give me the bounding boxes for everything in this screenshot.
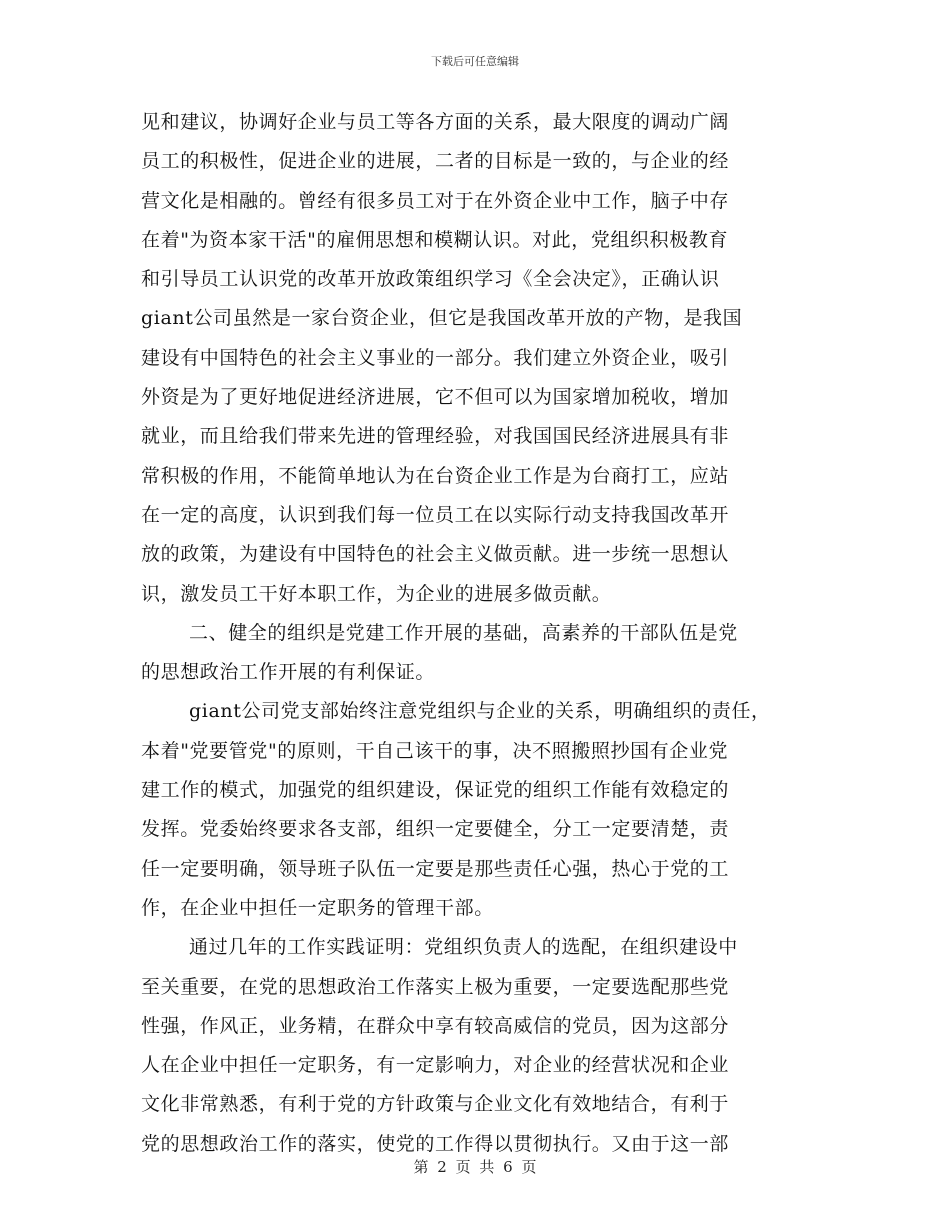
text-line: 通过几年的工作实践证明：党组织负责人的选配，在组织建设中 [189, 936, 738, 959]
text-line: 发挥。党委始终要求各支部，组织一定要健全，分工一定要清楚，责 [141, 818, 730, 841]
text-line: 性强，作风正，业务精，在群众中享有较高威信的党员，因为这部分 [141, 1014, 730, 1037]
text-line: 在一定的高度，认识到我们每一位员工在以实际行动支持我国改革开 [141, 503, 730, 526]
text-line: 在着"为资本家干活"的雇佣思想和模糊认识。对此，党组织积极教育 [141, 228, 729, 251]
document-body [141, 103, 841, 1164]
text-line: giant公司党支部始终注意党组织与企业的关系，明确组织的责任， [189, 700, 771, 723]
text-line: 建工作的模式，加强党的组织建设，保证党的组织工作能有效稳定的 [141, 779, 730, 802]
text-line: giant公司虽然是一家台资企业，但它是我国改革开放的产物，是我国 [141, 307, 743, 330]
page-number: 第 2 页 共 6 页 [413, 1158, 537, 1176]
text-line: 营文化是相融的。曾经有很多员工对于在外资企业中工作，脑子中存 [141, 189, 730, 212]
text-line: 二、健全的组织是党建工作开展的基础，高素养的干部队伍是党 [189, 621, 738, 644]
text-line: 建设有中国特色的社会主义事业的一部分。我们建立外资企业，吸引 [141, 346, 730, 369]
text-line: 放的政策，为建设有中国特色的社会主义做贡献。进一步统一思想认 [141, 543, 730, 566]
text-line: 识，激发员工干好本职工作，为企业的进展多做贡献。 [141, 582, 612, 605]
text-line: 任一定要明确，领导班子队伍一定要是那些责任心强，热心于党的工 [141, 857, 730, 880]
text-line: 的思想政治工作开展的有利保证。 [141, 661, 436, 684]
text-line: 常积极的作用，不能简单地认为在台资企业工作是为台商打工，应站 [141, 464, 730, 487]
text-line: 至关重要，在党的思想政治工作落实上极为重要，一定要选配那些党 [141, 975, 730, 998]
page-header-note: 下载后可任意编辑 [431, 55, 519, 68]
text-line: 就业，而且给我们带来先进的管理经验，对我国国民经济进展具有非 [141, 425, 730, 448]
text-line: 作，在企业中担任一定职务的管理干部。 [141, 896, 494, 919]
text-line: 外资是为了更好地促进经济进展，它不但可以为国家增加税收，增加 [141, 386, 730, 409]
text-line: 员工的积极性，促进企业的进展，二者的目标是一致的，与企业的经 [141, 150, 730, 173]
text-line: 本着"党要管党"的原则，干自己该干的事，决不照搬照抄国有企业党 [141, 739, 729, 762]
text-line: 见和建议，协调好企业与员工等各方面的关系，最大限度的调动广阔 [141, 111, 730, 133]
text-line: 和引导员工认识党的改革开放政策组织学习《全会决定》，正确认识 [141, 268, 720, 291]
text-line: 人在企业中担任一定职务，有一定影响力，对企业的经营状况和企业 [141, 1054, 730, 1077]
text-line: 文化非常熟悉，有利于党的方针政策与企业文化有效地结合，有利于 [141, 1093, 730, 1116]
text-line: 党的思想政治工作的落实，使党的工作得以贯彻执行。又由于这一部 [141, 1132, 730, 1155]
